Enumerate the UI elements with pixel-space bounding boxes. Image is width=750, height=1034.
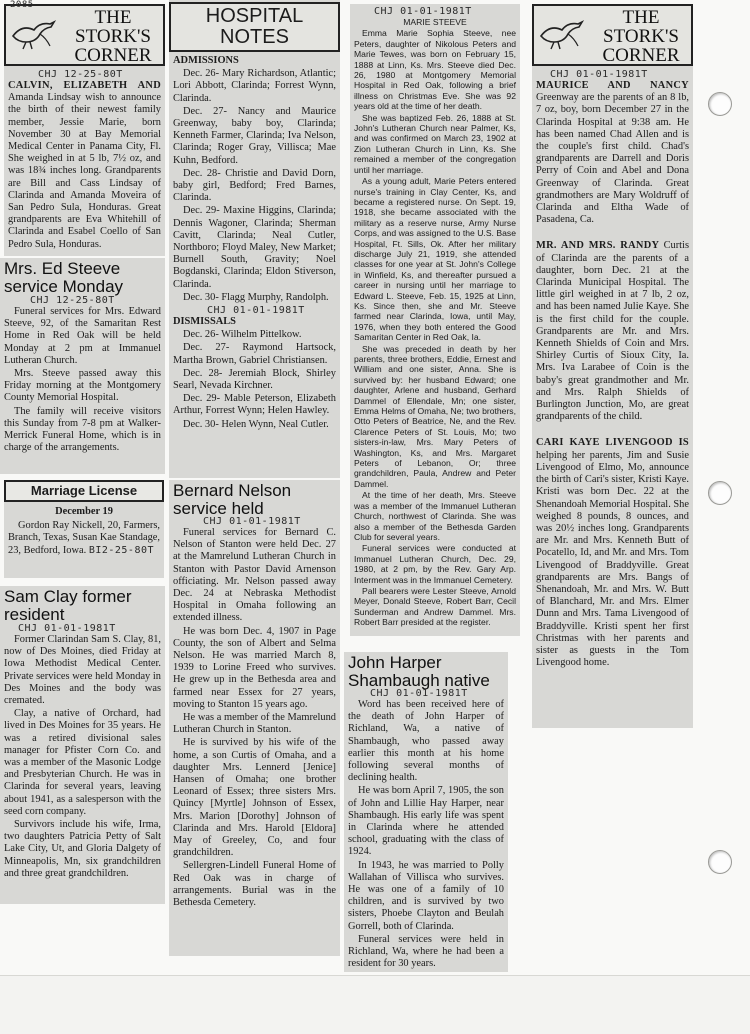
article-paragraph: As a young adult, Marie Peters entered nurse's training in Clay Center, Ks, and became a registered nurse. On Sept. 19, 1918, she became associated with the military as a reserve nurse, Army Nurse Corps, and was assigned to the U.S. Base Hospital, Ft. Sills, Ok. After her military discharge July 21, 1919, she attended classes for one year at St. John's College in Winfield, Ks, and thereafter pursued a career in nursing until her marriage to Edward L. Steeve, Feb. 15, 1925 at Linn, Ks. Since then, she and Mr. Steeve farmed near Clarinda, Iowa, until May, 1976, when they both entered the Good Samaritan Center in Red Oak, Ia.	[354, 176, 516, 343]
handwritten-page-number: 2085	[10, 0, 34, 10]
article-paragraph: Funeral services for Mrs. Edward Steeve, 92, of the Samaritan Rest Home in Red Oak will be held Monday at 2 pm at Immanuel Lutheran Church.	[4, 306, 161, 366]
article-paragraph: Funeral services for Bernard C. Nelson of Stanton were held Dec. 27 at the Mamrelund Lutheran Church in Stanton with Pastor David Arnenson officiating. Mr. Nelson passed away Dec. 24 at Nebraska Methodist Hospital in Omaha following an extended illness.	[173, 527, 336, 624]
article-paragraph: Survivors include his wife, Irma, two daughters Patricia Petty of Salt Lake City, Ut, and Gloria Dalgety of Minneapolis, Mn, six grandchildren and three great grandchildren.	[4, 819, 161, 879]
bernard-nelson-clipping	[169, 480, 340, 956]
article-paragraph: The family will receive visitors this Sunday from 7-8 pm at Walker-Merrick Funeral Home, which is in charge of the arrangements.	[4, 405, 161, 454]
handwritten-date: CHJ 01-01-1981T	[374, 6, 472, 17]
binder-hole-top	[708, 92, 732, 116]
handwritten-date: CHJ 01-01-1981T	[370, 688, 468, 699]
dismissal-entry: Dec. 27- Raymond Hartsock, Martha Brown, Gabriel Christiansen.	[173, 342, 336, 366]
article-paragraph: Sellergren-Lindell Funeral Home of Red Oak was in charge of arrangements. Burial was in the Bethesda Cemetery.	[173, 860, 336, 909]
birth-announcement: CARI KAYE LIVENGOOD IS helping her parents, Jim and Susie Livengood of Elmo, Mo, announce the birth of Cari's sister, Kristi Kaye. Kristi was born Dec. 22 at the Shenandoah Memorial Hospital. She weighed 8 pounds, 8 ounces, and was 20½ inches long. Grandparents are Mr. and Mrs. Kenneth Butt of Pocatello, Id, and Mr. and Mrs. Tom Livengood of Braddyville. Great grandparents are Mrs. Bangs of Shenandoah, Mr. and Mrs. W. Butt of Blanchard, Mr. and Mrs. Elmer Dunn and Mrs. Tama Livengood of Braddyville. Kristi spent her first Christmas with her parents and sister as guests in the Tom Livengood home.	[536, 437, 689, 669]
john-harper-clipping	[344, 652, 508, 972]
admission-entry: Dec. 26- Mary Richardson, Atlantic; Lori Abbott, Clarinda; Forrest Wynn, Clarinda.	[173, 68, 336, 104]
article-paragraph: He is survived by his wife of the home, a son Curtis of Omaha, and a daughter Mrs. Lennerd [Jenice] Hansen of Omaha; one brother Leonard of Essex; three sisters Mrs. Quincy [Myrtle] Johnson of Essex, Mrs. Marion [Dorothy] Johnson of Clarinda and Mrs. Harold [Eldora] May of Greeley, Co, and four grandchildren.	[173, 737, 336, 859]
lead-names: CARI KAYE LIVENGOOD IS	[536, 437, 689, 449]
article-body: CALVIN, ELIZABETH AND Amanda Lindsay wish to announce the birth of their newest family member, Jessie Marie, born November 30 at Bay Memorial Medical Center in Panama City, Fl. She weighed in at 5 lb, 7½ oz, and was 18¾ inches long. Grandparents are Bill and Cass Lindsay of Clarinda and Amanda Moveira of San Pedro Sula, Honduras. Great grandparents are Eva Whitehill of Clarinda and Esabel Coello of San Pedro Sula, Honduras.	[8, 80, 161, 250]
stork-corner-title: THE STORK'S CORNER	[74, 7, 152, 66]
dismissal-entry: Dec. 30- Helen Wynn, Neal Cutler.	[183, 418, 329, 430]
article-paragraph: Funeral services were conducted at Immanuel Lutheran Church, Dec. 29, 1980, at 2 pm, by the Rev. Gary Arp. Interment was in the Immanuel Cemetery.	[354, 543, 516, 585]
stork-corner-banner	[4, 4, 165, 66]
marriage-license-banner: Marriage License	[4, 480, 164, 502]
article-paragraph: He was born Dec. 4, 1907 in Page County, the son of Albert and Selma Nelson. He was married March 8, 1939 to Lorine Freed who survives. He grew up in the Bethesda area and farmed near Essex for 27 years, moving to Stanton 15 years ago.	[173, 625, 336, 710]
stork-corner-banner	[532, 4, 693, 66]
dismissal-entry: Dec. 28- Jeremiah Block, Shirley Searl, Nevada Kirchner.	[173, 367, 336, 392]
birth-announcement: MR. AND MRS. RANDY Curtis of Clarinda are the parents of a daughter, born Dec. 21 at the Clarinda Municipal Hospital. The little girl weighed in at 7 lb, 2 oz, and has been named Julie Kaye. She is the first child for the couple. Grandparents are Mr. and Mrs. Kenneth Shields of Coin and Mrs. Shirley Curtis of Sioux City, Ia. Mrs. Iva Larabee of Coin is the baby's great grandmother and Mr. and Mrs. Ralph Shields of Burlington Junction, Mo, are great grandparents of the child.	[536, 240, 689, 423]
handwritten-date: CHJ 01-01-1981T	[18, 623, 116, 634]
license-date: December 19	[55, 506, 113, 517]
article-headline: Sam Clay former resident	[4, 587, 132, 624]
page-bottom-margin	[0, 975, 750, 1034]
dismissals-label: DISMISSALS	[173, 316, 236, 328]
handwritten-date: CHJ 01-01-1981T	[203, 516, 301, 527]
birth-announcement: MAURICE AND NANCY Greenway are the parents of an 8 lb, 7 oz, boy, born December 27 in the Clarinda Hospital at 9:38 am. He has been named Chad Allen and is the couple's first child. Chad's grandparents are Darrell and Doris Perry of Coin and Abel and Dona Greenway of Clarinda. Great grandmothers are Mary Woldruff of Clarinda and Eltha Wade of Pasadena, Ca.	[536, 80, 689, 226]
article-paragraph: Clay, a native of Orchard, had lived in Des Moines for 35 years. He was a retired divisional sales manager for Pfister Corn Co. and was a member of the Masonic Lodge and Presbyterian Church. He was in Clarinda for several years, leaving about 1941, as a salesperson with the seed corn company.	[4, 708, 161, 817]
lead-names: CALVIN, ELIZABETH AND	[8, 80, 161, 91]
handwritten-date: BI2-25-80T	[88, 544, 155, 556]
article-paragraph: Mrs. Steeve passed away this Friday morning at the Montgomery County Memorial Hospital.	[4, 368, 161, 404]
article-paragraph: In 1943, he was married to Polly Wallahan of Villisca who survives. He was one of a family of 10 children, and is survived by two sisters, Phoebe Clayton and Beulah Gorrell, both of Clarinda.	[348, 859, 504, 932]
hospital-notes-banner: HOSPITAL NOTES	[169, 2, 340, 52]
article-paragraph: At the time of her death, Mrs. Steeve was a member of the Immanuel Lutheran Church, northwest of Clarinda. She was also a member of the Bethesda Garden Club for several years.	[354, 490, 516, 542]
steeve-service-clipping	[0, 258, 165, 474]
article-paragraph: Emma Marie Sophia Steeve, nee Peters, daughter of Nikolous Peters and Marie Tewes, was born on February 15, 1888 at Linn, Ks. Mrs. Steeve died Dec. 26, 1980 at Montgomery Memorial Hospital in Red Oak, following a brief illness on Christmas Eve. She was 92 years old at the time of her death.	[354, 28, 516, 112]
article-paragraph: He was a member of the Mamrelund Lutheran Church in Stanton.	[173, 712, 336, 736]
license-entry: Gordon Ray Nickell, 20, Farmers, Branch, Texas, Susan Kae Standage, 23, Bedford, Iowa. BI2-25-80T	[8, 520, 160, 556]
stork-icon	[538, 16, 584, 50]
admission-entry: Dec. 29- Maxine Higgins, Clarinda; Dennis Wagoner, Clarinda; Sherman Cavitt, Clarinda; Neal Cutler, Northboro; Floyd Maley, New Market; Burnell South, Gravity; Noel Bogdanski, Clarinda; Eldon Stiverson, Clarinda.	[173, 205, 336, 290]
sam-clay-clipping	[0, 586, 165, 904]
article-paragraph: Pall bearers were Lester Steeve, Arnold Meyer, Donald Steeve, Robert Barr, Cecil Sunderman and Andrew Dammel. Mrs. Robert Barr presided at the register.	[354, 585, 516, 628]
stork-corner-clipping-left	[4, 4, 165, 256]
binder-hole-bottom	[708, 850, 732, 874]
article-paragraph: Word has been received here of the death of John Harper of Richland, Wa, a native of Shambaugh, who passed away earlier this month at his home following several months of declining health.	[348, 699, 504, 784]
hospital-notes-clipping	[169, 0, 340, 478]
article-paragraph: He was born April 7, 1905, the son of John and Lillie Hay Harper, near Shambaugh. His early life was spent in Clarinda where he attended school, graduating with the class of 1924.	[348, 785, 504, 858]
obituary-title: MARIE STEEVE	[403, 17, 467, 27]
article-paragraph: Funeral services were held in Richland, Wa, where he had been a resident for 30 years.	[348, 933, 504, 970]
article-paragraph: Former Clarindan Sam S. Clay, 81, now of Des Moines, died Friday at Iowa Methodist Medical Center. Private services were held Monday in Des Moines and the body was cremated.	[4, 634, 161, 707]
admission-entry: Dec. 30- Flagg Murphy, Randolph.	[183, 291, 329, 303]
article-headline: John Harper Shambaugh native	[348, 653, 490, 690]
article-headline: Mrs. Ed Steeve service Monday	[4, 259, 124, 296]
admissions-label: ADMISSIONS	[173, 55, 239, 66]
article-paragraph: She was baptized Feb. 26, 1888 at St. John's Lutheran Church near Palmer, Ks, and was confirmed on March 23, 1902 at Zion Lutheran Church in Linn, Ks. She remained a member of the congregation until her marriage.	[354, 112, 516, 175]
stork-corner-clipping-right	[532, 4, 693, 728]
dismissal-entry: Dec. 26- Wilhelm Pittelkow.	[183, 329, 302, 341]
handwritten-date: CHJ 01-01-1981T	[550, 69, 648, 80]
stork-corner-title: THE STORK'S CORNER	[602, 7, 680, 66]
article-paragraph: She was preceded in death by her parents, three brothers, Eddie, Ernest and William and one sister, Anna. She is survived by: her husband Edward; one daughter, Arlene and husband, Gerhard Dammel of Ellendale, Mn; one sister, Emma Helms of Omaha, Ne; two brothers, Otto Peters of Beatrice, Ne, and the Rev. Clarence Peters of St. Louis, Mo; two sisters-in-law, Mrs. Mary Peters of Washington, Ks, and Mrs. Margaret Peters of Lebanon, Or; three grandchildren, Paula, Andrew and Peter Dammel.	[354, 343, 516, 489]
handwritten-date: CHJ 12-25-80T	[30, 295, 115, 306]
marriage-license-clipping	[4, 480, 164, 578]
lead-names: MR. AND MRS. RANDY	[536, 240, 660, 252]
lead-names: MAURICE AND NANCY	[536, 80, 689, 91]
marie-steeve-clipping	[350, 4, 520, 636]
dismissal-entry: Dec. 29- Mable Peterson, Elizabeth Arthur, Forrest Wynn; Helen Hawley.	[173, 393, 336, 417]
binder-hole-middle	[708, 481, 732, 505]
handwritten-date: CHJ 01-01-1981T	[207, 305, 305, 317]
admission-entry: Dec. 27- Nancy and Maurice Greenway, baby boy, Clarinda; Kenneth Farmer, Clarinda; Iva Nelson, Clarinda; Roger Gray, Villisca; Mae Kuhn, Bedford.	[173, 105, 336, 166]
admission-entry: Dec. 28- Christie and David Dorn, baby girl, Bedford; Fred Barnes, Clarinda.	[173, 167, 336, 204]
stork-icon	[10, 16, 56, 50]
article-headline: Bernard Nelson service held	[173, 481, 292, 518]
handwritten-date: CHJ 12-25-80T	[38, 69, 123, 80]
